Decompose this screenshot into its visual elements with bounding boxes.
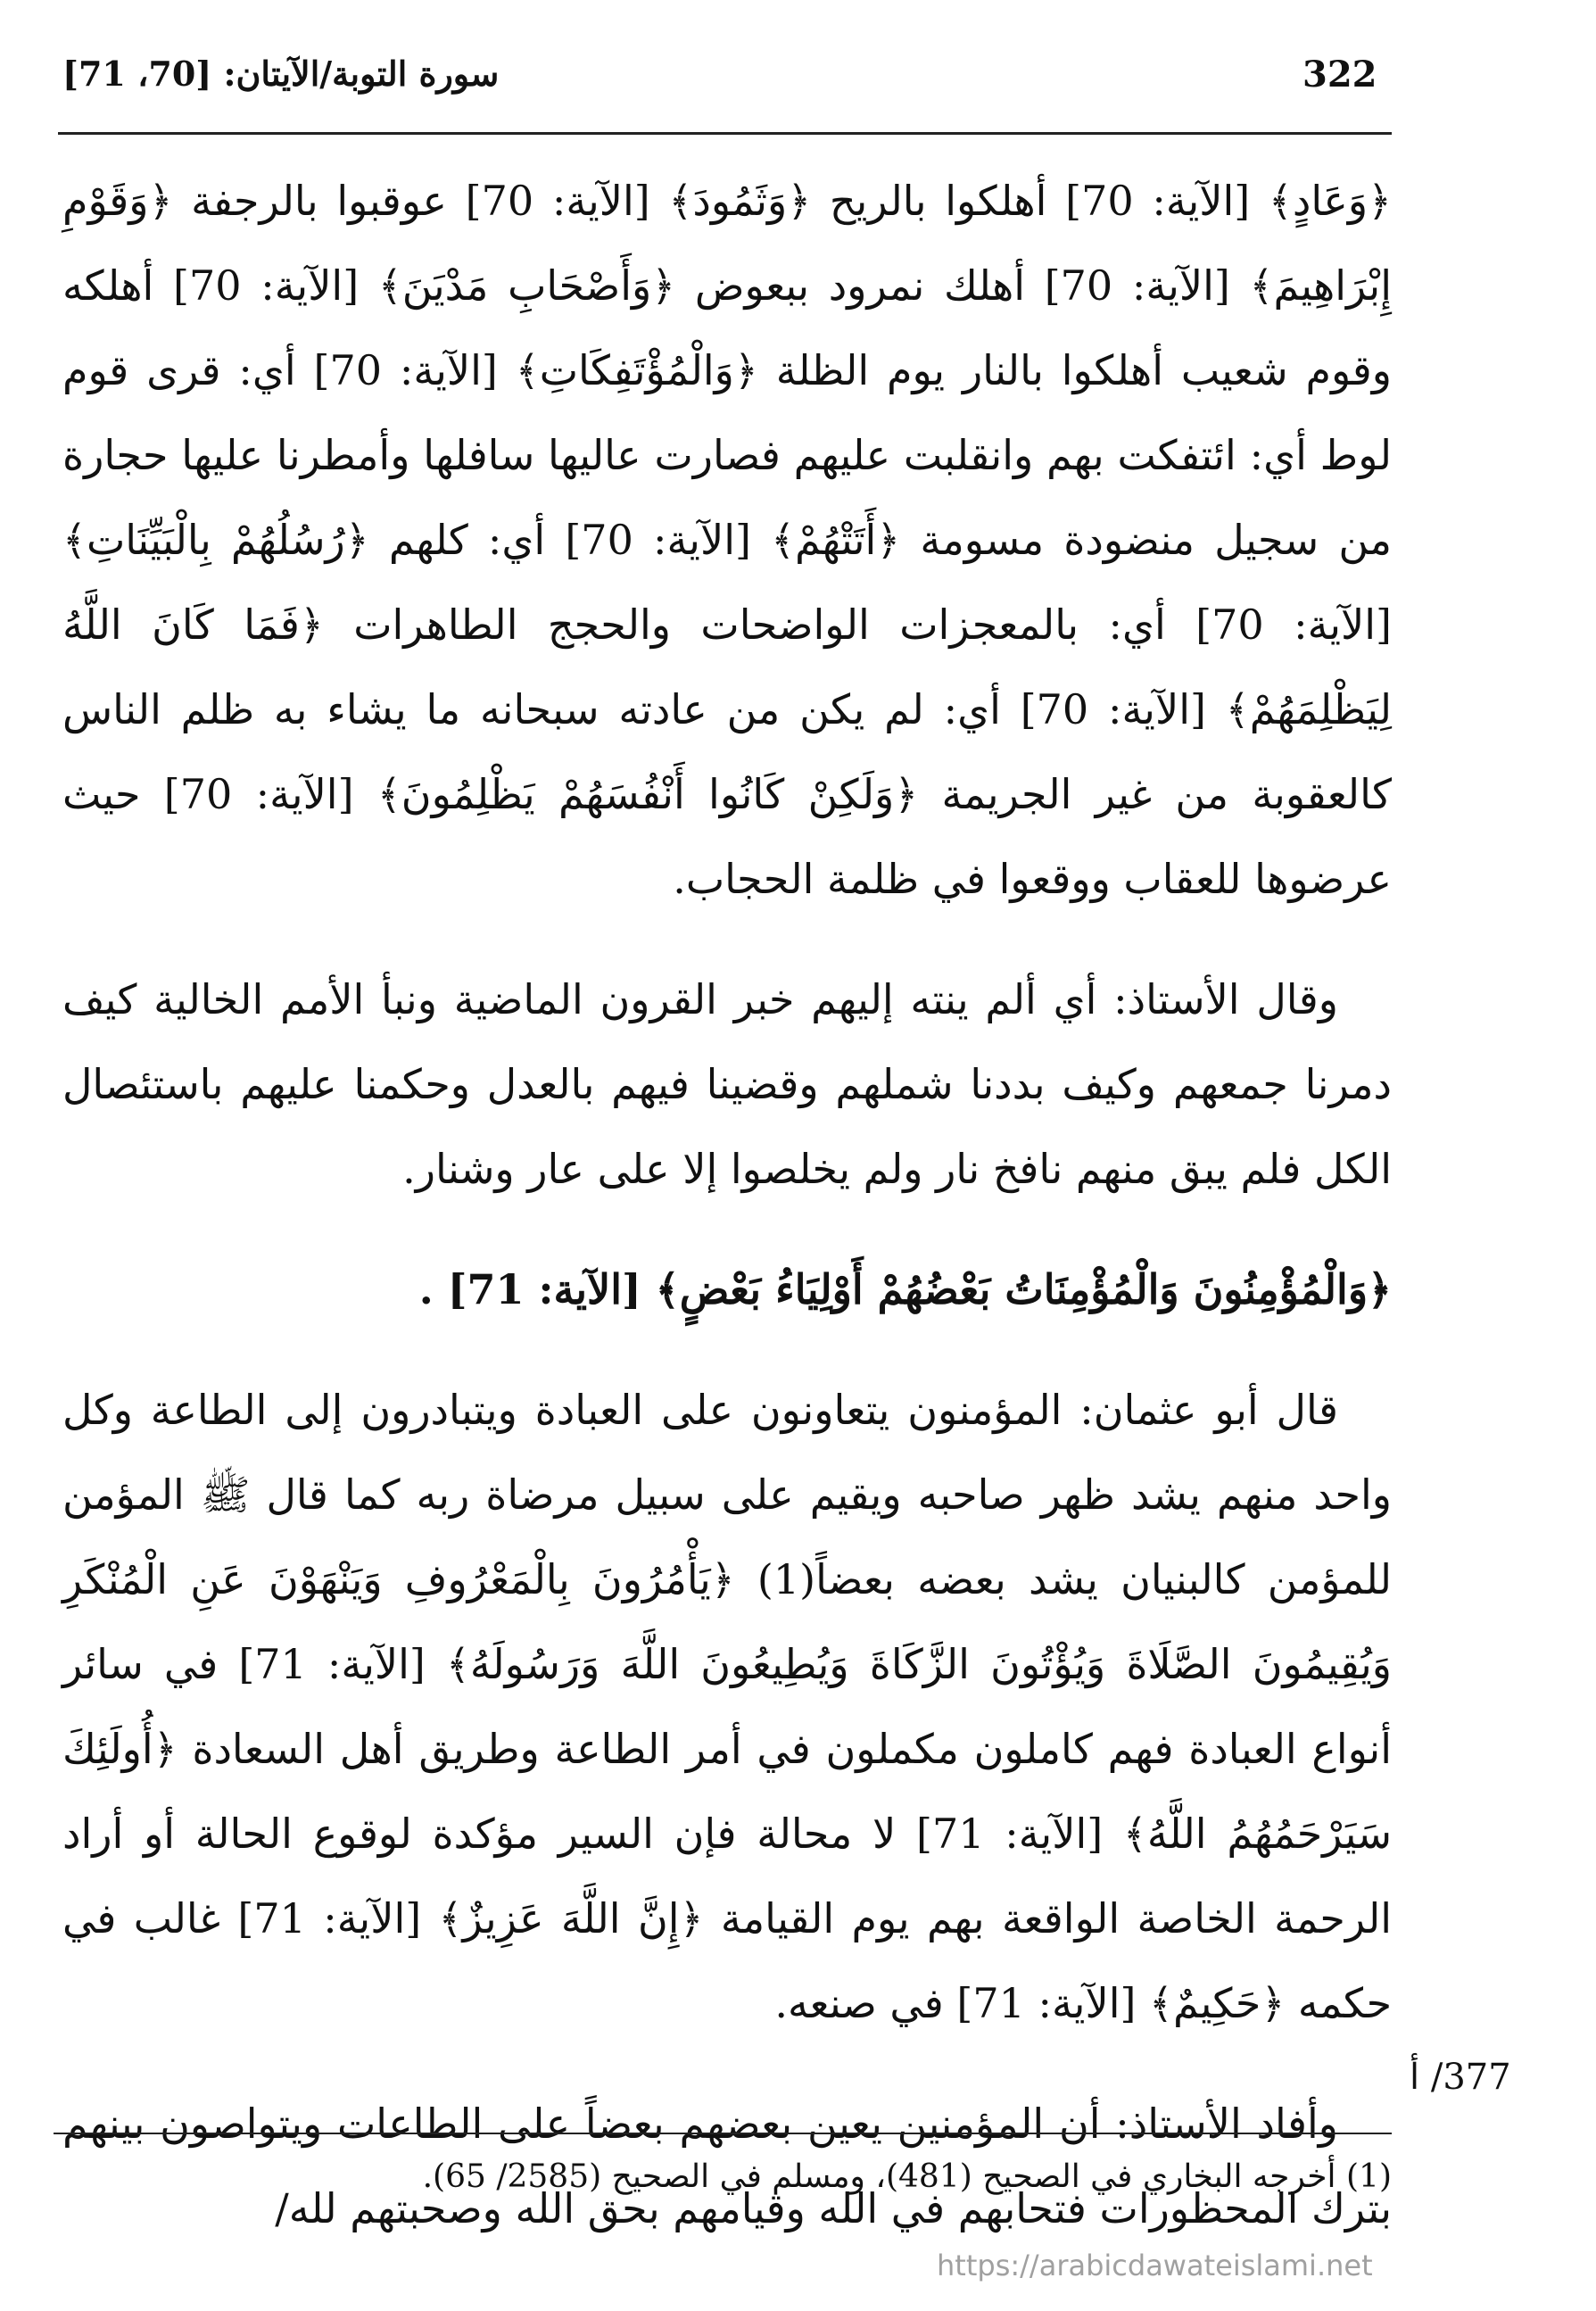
page-body <box>62 159 1392 2251</box>
paragraph-1: ﴿وَعَادٍ﴾ [الآية: 70] أهلكوا بالريح ﴿وَثَمُودَ﴾ [الآية: 70] عوقبوا بالرجفة ﴿وَقَوْمِ إِبْرَاهِيمَ﴾ [الآية: 70] أهلك نمرود ببعوض ﴿وَأَصْحَابِ مَدْيَنَ﴾ [الآية: 70] أهلكه وقوم شعيب أهلكوا بالنار يوم الظلة ﴿وَالْمُؤْتَفِكَاتِ﴾ [الآية: 70] أي: قرى قوم لوط أي: ائتفكت بهم وانقلبت عليهم فصارت عاليها سافلها وأمطرنا عليها حجارة من سجيل منضودة مسومة ﴿أَتَتْهُمْ﴾ [الآية: 70] أي: كلهم ﴿رُسُلُهُمْ بِالْبَيِّنَاتِ﴾ [الآية: 70] أي: بالمعجزات الواضحات والحجج الطاهرات ﴿فَمَا كَانَ اللَّهُ لِيَظْلِمَهُمْ﴾ [الآية: 70] أي: لم يكن من عادته سبحانه ما يشاء به ظلم الناس كالعقوبة من غير الجريمة ﴿وَلَكِنْ كَانُوا أَنْفُسَهُمْ يَظْلِمُونَ﴾ [الآية: 70] حيث عرضوها للعقاب ووقعوا في ظلمة الحجاب. <box>62 177 1393 903</box>
footnote: (1) أخرجه البخاري في الصحيح (481)، ومسلم في الصحيح (2585/ 65). <box>422 2158 1392 2195</box>
page-number: 322 <box>1302 54 1377 95</box>
manuscript-folio-marker: 377/ أ <box>1410 2057 1511 2098</box>
paragraph-2: وقال الأستاذ: أي ألم ينته إليهم خبر القرون الماضية ونبأ الأمم الخالية كيف دمرنا جمعهم وكيف بددنا شملهم وقضينا فيهم بالعدل وحكمنا عليهم باستئصال الكل فلم يبق منهم نافخ نار ولم يخلصوا إلا على عار وشنار. <box>62 975 1392 1193</box>
footnote-rule <box>54 2133 1392 2134</box>
watermark: https://arabicdawateislami.net <box>937 2249 1373 2282</box>
verse-heading: ﴿وَالْمُؤْمِنُونَ وَالْمُؤْمِنَاتُ بَعْضُهُمْ أَوْلِيَاءُ بَعْضٍ﴾ [الآية: 71] . <box>418 1265 1392 1313</box>
paragraph-4: وأفاد الأستاذ: أن المؤمنين يعين بعضهم بعضاً على الطاعات ويتواصون بينهم بترك المحظورات فتحابهم في الله وقيامهم بحق الله وصحبتهم لله/ <box>62 2100 1392 2232</box>
header-rule <box>58 132 1392 135</box>
running-header: سورة التوبة/الآيتان: [70، 71] <box>62 54 500 94</box>
paragraph-3: قال أبو عثمان: المؤمنون يتعاونون على العبادة ويتبادرون إلى الطاعة وكل واحد منهم يشد ظهر صاحبه ويقيم على سبيل مرضاة ربه كما قال ﷺ المؤمن للمؤمن كالبنيان يشد بعضه بعضاً(1) ﴿يَأْمُرُونَ بِالْمَعْرُوفِ وَيَنْهَوْنَ عَنِ الْمُنْكَرِ وَيُقِيمُونَ الصَّلَاةَ وَيُؤْتُونَ الزَّكَاةَ وَيُطِيعُونَ اللَّهَ وَرَسُولَهُ﴾ [الآية: 71] في سائر أنواع العبادة فهم كاملون مكملون في أمر الطاعة وطريق أهل السعادة ﴿أُولَئِكَ سَيَرْحَمُهُمُ اللَّهُ﴾ [الآية: 71] لا محالة فإن السير مؤكدة لوقوع الحالة أو أراد الرحمة الخاصة الواقعة بهم يوم القيامة ﴿إِنَّ اللَّهَ عَزِيزٌ﴾ [الآية: 71] غالب في حكمه ﴿حَكِيمٌ﴾ [الآية: 71] في صنعه. <box>62 1386 1392 2027</box>
